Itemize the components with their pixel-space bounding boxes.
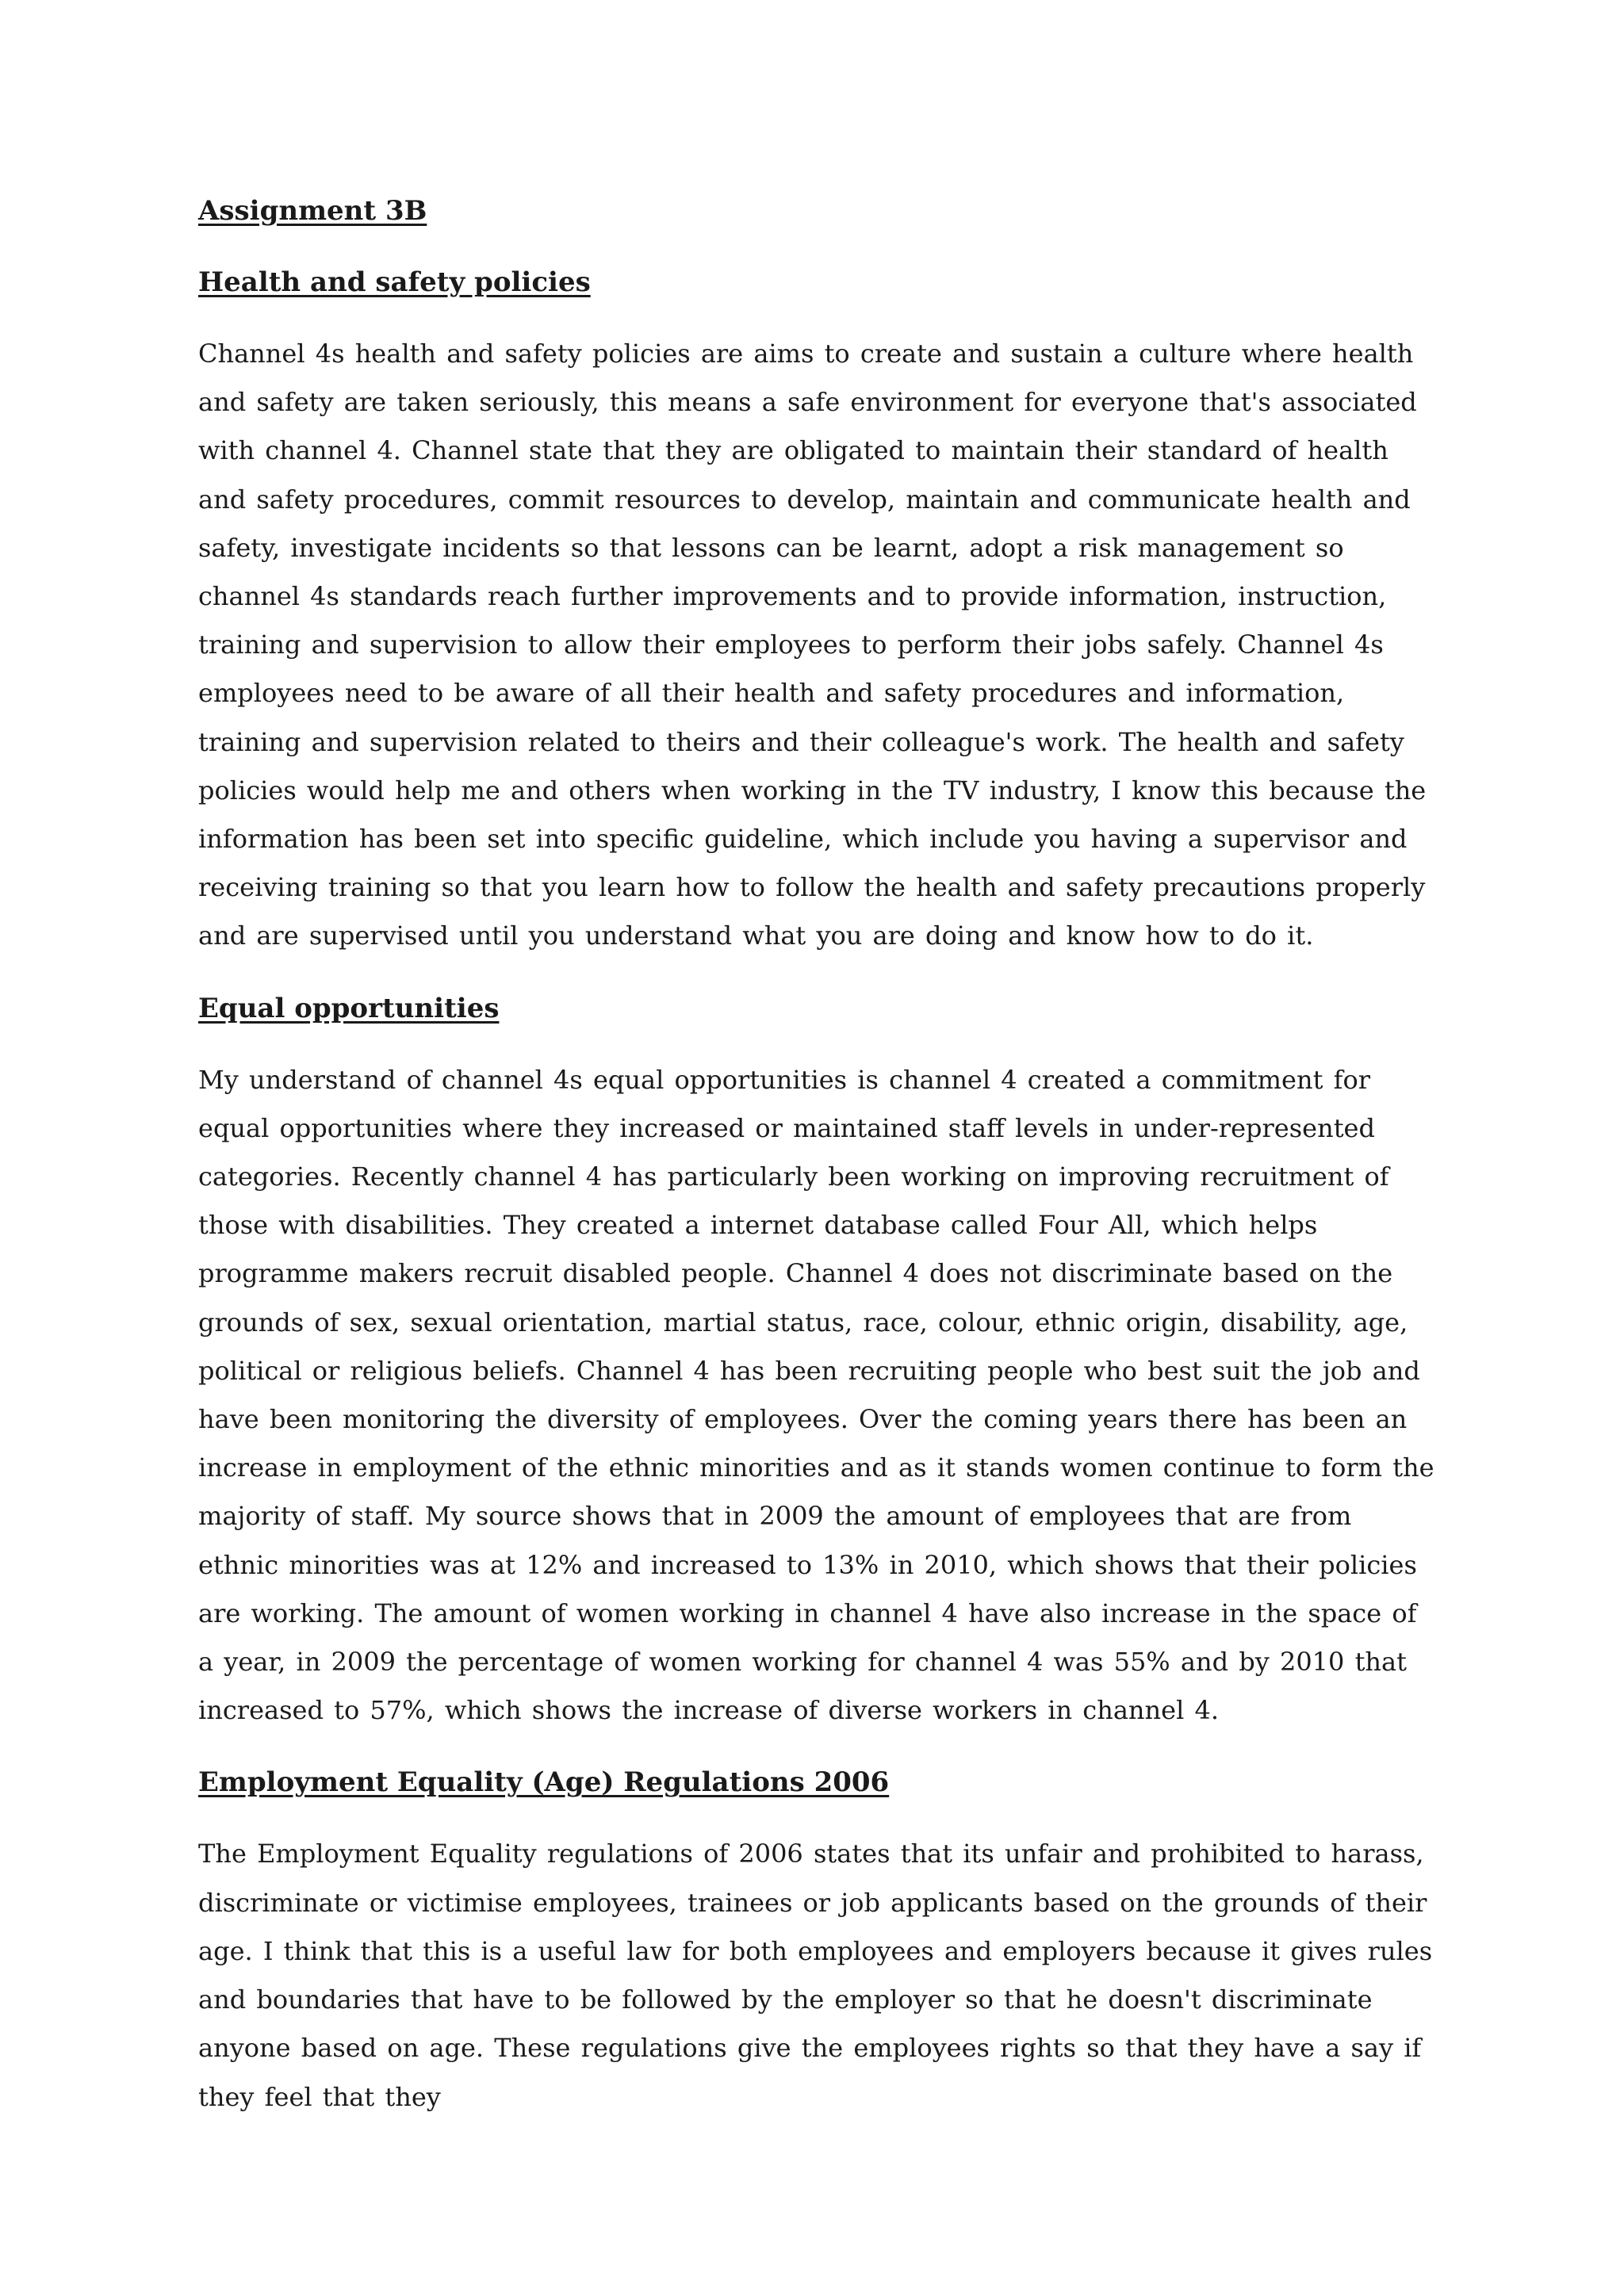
document-title: Assignment 3B: [198, 195, 427, 227]
document-content: [198, 190, 1435, 2149]
section-equal-opportunities: [198, 988, 1435, 1735]
section-heading-age-regulations: Employment Equality (Age) Regulations 2006: [198, 1766, 890, 1799]
section-body-equal-opportunities: My understand of channel 4s equal opportunities is channel 4 created a commitment for equal opportunities where they increased or maintained staff levels in under-represented categories. Recently channel 4 has particularly been working on improving recruitment of those with disabilities. They created a internet database called Four All, which helps programme makers recruit disabled people. Channel 4 does not discriminate based on the grounds of sex, sexual orientation, martial status, race, colour, ethnic origin, disability, age, political or religious beliefs. Channel 4 has been recruiting people who best suit the job and have been monitoring the diversity of employees. Over the coming years there has been an increase in employment of the ethnic minorities and as it stands women continue to form the majority of staff. My source shows that in 2009 the amount of employees that are from ethnic minorities was at 12% and increased to 13% in 2010, which shows that their policies are working. The amount of women working in channel 4 have also increase in the space of a year, in 2009 the percentage of women working for channel 4 was 55% and by 2010 that increased to 57%, which shows the increase of diverse workers in channel 4.: [198, 1064, 1434, 1726]
section-health-and-safety: [198, 262, 1435, 961]
section-body-age-regulations: The Employment Equality regulations of 2006 states that its unfair and prohibited to harass, discriminate or victimise employees, trainees or job applicants based on the grounds of their age. I think that this is a useful law for both employees and employers because it gives rules and boundaries that have to be followed by the employer so that he doesn't discriminate anyone based on age. These regulations give the employees rights so that they have a say if they feel that they: [198, 1839, 1433, 2112]
section-heading-health-and-safety: Health and safety policies: [198, 266, 591, 298]
section-body-health-and-safety: Channel 4s health and safety policies are aims to create and sustain a culture where health and safety are taken seriously, this means a safe environment for everyone that's associated with channel 4. Channel state that they are obligated to maintain their standard of health and safety procedures, commit resources to develop, maintain and communicate health and safety, investigate incidents so that lessons can be learnt, adopt a risk management so channel 4s standards reach further improvements and to provide information, instruction, training and supervision to allow their employees to perform their jobs safely. Channel 4s employees need to be aware of all their health and safety procedures and information, training and supervision related to theirs and their colleague's work. The health and safety policies would help me and others when working in the TV industry, I know this because the information has been set into specific guideline, which include you having a supervisor and receiving training so that you learn how to follow the health and safety precautions properly and are supervised until you understand what you are doing and know how to do it.: [198, 339, 1427, 951]
section-heading-equal-opportunities: Equal opportunities: [198, 992, 500, 1024]
section-age-regulations: [198, 1762, 1435, 2121]
